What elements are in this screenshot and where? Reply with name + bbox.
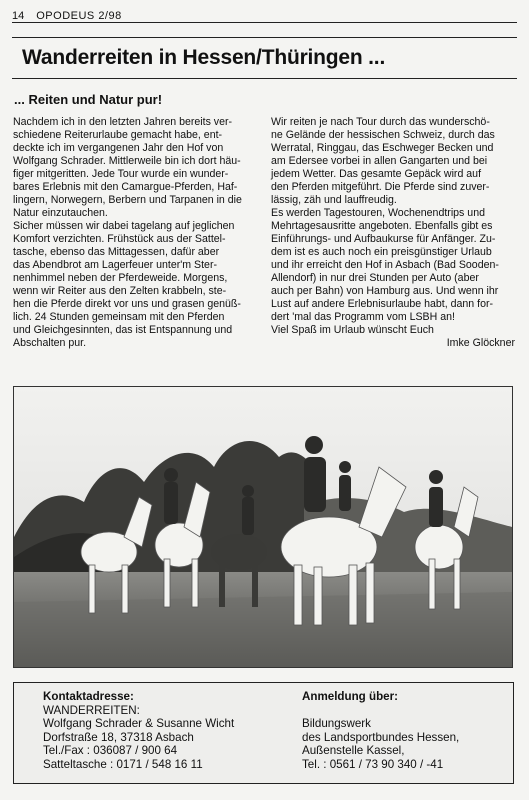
- registration-line: Bildungswerk: [302, 717, 371, 730]
- article-column-right: [271, 116, 515, 350]
- registration-line: Tel. : 0561 / 73 90 340 / -41: [302, 757, 444, 771]
- article-column-left: [13, 116, 260, 350]
- riders-photo-graphic: [14, 387, 512, 667]
- registration-spacer: [302, 704, 507, 718]
- contact-address: [43, 690, 283, 771]
- article-title: Wanderreiten in Hessen/Thüringen ...: [22, 46, 386, 69]
- contact-heading: Kontaktadresse:: [43, 690, 134, 703]
- author-signature: Imke Glöckner: [446, 337, 515, 349]
- page-number: 14: [12, 10, 25, 22]
- article-title-box: [12, 37, 517, 79]
- contact-line: Wolfgang Schrader & Susanne Wicht: [43, 717, 235, 730]
- registration-heading: Anmeldung über:: [302, 690, 398, 703]
- contact-line: Dorfstraße 18, 37318 Asbach: [43, 730, 194, 744]
- contact-box: [13, 682, 514, 784]
- publication-title: OPODEUS 2/98: [36, 10, 122, 22]
- running-head: [12, 6, 517, 22]
- contact-line: Tel./Fax : 036087 / 900 64: [43, 744, 178, 757]
- registration-line: Außenstelle Kassel,: [302, 744, 405, 757]
- registration-line: des Landsportbundes Hessen,: [302, 730, 460, 744]
- registration-address: [302, 690, 507, 771]
- right-column-text: Wir reiten je nach Tour durch das wunderschö- ne Gelände der hessischen Schweiz, durch das Werratal, Ringgau, das Eschweger Becken und am Edersee vorbei in allen Gangarten und bei jedem Wetter. Das gesamte Gepäck wird auf den Pferden mitgeführt. Die Pferde sind zuver- lässig, zäh und lauffreudig. Es werden Tagestouren, Wochenendtrips und Mehrtagesausritte angeboten. Ebenfalls gibt es Einführungs- und Aufbaukurse für Anfänger. Zu- dem ist es auch noch ein preisgünstiger Urlaub und ihr erreicht den Hof in Asbach (Bad Sooden- Allendorf) in nur drei Stunden per Auto (aber auch per Bahn) von Hamburg aus. Und wenn ihr Lust auf andere Erlebnisurlaube habt, dann for- dert 'mal das Programm vom LSBH an! Viel Spaß im Urlaub wünscht Euch: [271, 116, 499, 336]
- left-column-text: Nachdem ich in den letzten Jahren bereits ver- schiedene Reiterurlaube gemacht habe, ent- deckte ich im vergangenen Jahr den Hof von Wolfgang Schrader. Mittlerweile bin ich dort häu- figer mitgeritten. Jede Tour wurde ein wunder- bares Erlebnis mit den Camargue-Pferden, Haf- lingern, Norwegern, Berbern und Tarpanen in die Natur einzutauchen. Sicher müssen wir dabei tagelang auf jeglichen Komfort verzichten. Frühstück aus der Sattel- tasche, ebenso das Mittagessen, dafür aber das Abendbrot am Lagerfeuer unter'm Ster- nenhimmel neben der Pferdeweide. Morgens, wenn wir Reiter aus den Zelten krabbeln, ste- hen die Pferde direkt vor uns und grasen genüß- lich. 24 Stunden gemeinsam mit den Pferden und Gleichgesinnten, das ist Entspannung und Abschalten pur.: [13, 116, 242, 349]
- riders-photo: [13, 386, 513, 668]
- article-subtitle: ... Reiten und Natur pur!: [14, 92, 163, 107]
- header-rule: [12, 22, 517, 23]
- contact-line: WANDERREITEN:: [43, 703, 140, 717]
- contact-line: Satteltasche : 0171 / 548 16 11: [43, 757, 203, 771]
